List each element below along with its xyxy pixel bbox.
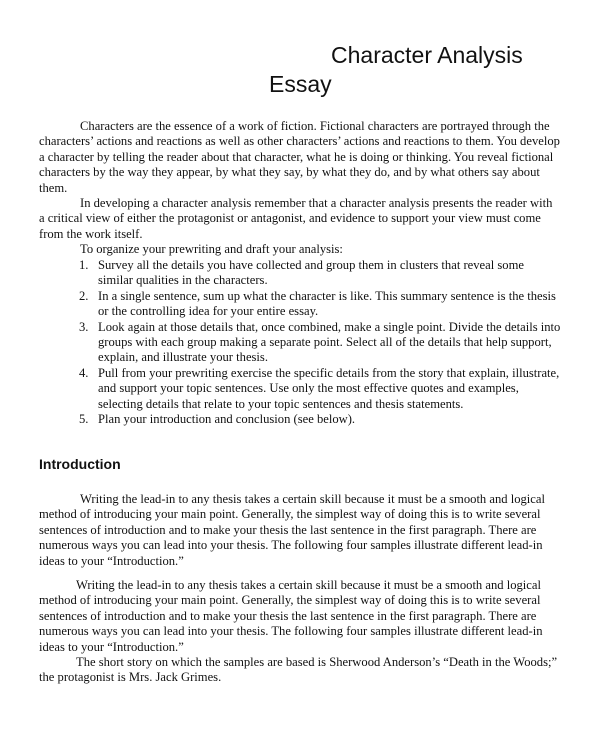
list-item-text: Survey all the details you have collected and group them in clusters that reveal some similar qualities in the characters. (98, 258, 524, 288)
list-item-text: Look again at those details that, once combined, make a single point. Divide the details into groups with each group making a separate point. Select all of the details that help support, explain, and illustrate your thesis. (98, 319, 561, 365)
list-item (39, 366, 561, 412)
list-item-number: 4. (79, 365, 89, 380)
list-item-number: 5. (79, 412, 89, 427)
list-item-number: 1. (79, 258, 89, 272)
intro-paragraph: Characters are the essence of a work of fiction. Fictional characters are portrayed through the characters’ actions and reactions as well as other characters’ actions and reactions to them. You develop a character by telling the reader about that character, what he is doing or thinking. You reveal fictional characters by the way they appear, by what they say, by what they do, and by what others say about them. (39, 119, 560, 195)
list-item-text: In a single sentence, sum up what the character is like. This summary sentence is the thesis or the controlling idea for your entire essay. (98, 288, 556, 319)
list-item (39, 289, 561, 320)
document-title-line-2: Essay (269, 71, 332, 97)
prewriting-steps-list (39, 258, 561, 427)
organize-paragraph: To organize your prewriting and draft your analysis: (80, 242, 343, 256)
developing-paragraph: In developing a character analysis remember that a character analysis presents the reader with a critical view of either the protagonist or antagonist, and evidence to support your view must come from the work itself. (39, 196, 553, 241)
introduction-paragraph-3: The short story on which the samples are based is Sherwood Anderson’s “Death in the Woods;” the protagonist is Mrs. Jack Grimes. (39, 655, 558, 685)
list-item-number: 3. (79, 319, 89, 334)
list-item (39, 412, 561, 427)
introduction-paragraph-2: Writing the lead-in to any thesis takes a certain skill because it must be a smooth and logical method of introducing your main point. Generally, the simplest way of doing this is to write several sentences of introduction and to make your thesis the last sentence in the first paragraph. There are numerous ways you can lead into your thesis. The following four samples illustrate different lead-in ideas to your “Introduction.” (39, 578, 543, 654)
list-item (39, 258, 561, 289)
list-item-text: Pull from your prewriting exercise the specific details from the story that explain, illustrate, and support your topic sentences. Use only the most effective quotes and examples, selecting details that relate to your topic sentences and thesis statements. (98, 365, 560, 411)
document-title-line-1: Character Analysis (331, 42, 523, 68)
introduction-paragraph-1: Writing the lead-in to any thesis takes a certain skill because it must be a smooth and logical method of introducing your main point. Generally, the simplest way of doing this is to write several sentences of introduction and to make your thesis the last sentence in the first paragraph. There are numerous ways you can lead into your thesis. The following four samples illustrate different lead-in ideas to your “Introduction.” (39, 492, 545, 568)
list-item-number: 2. (79, 288, 89, 303)
introduction-heading: Introduction (39, 456, 121, 472)
list-item-text: Plan your introduction and conclusion (see below). (98, 412, 356, 427)
list-item (39, 320, 561, 366)
